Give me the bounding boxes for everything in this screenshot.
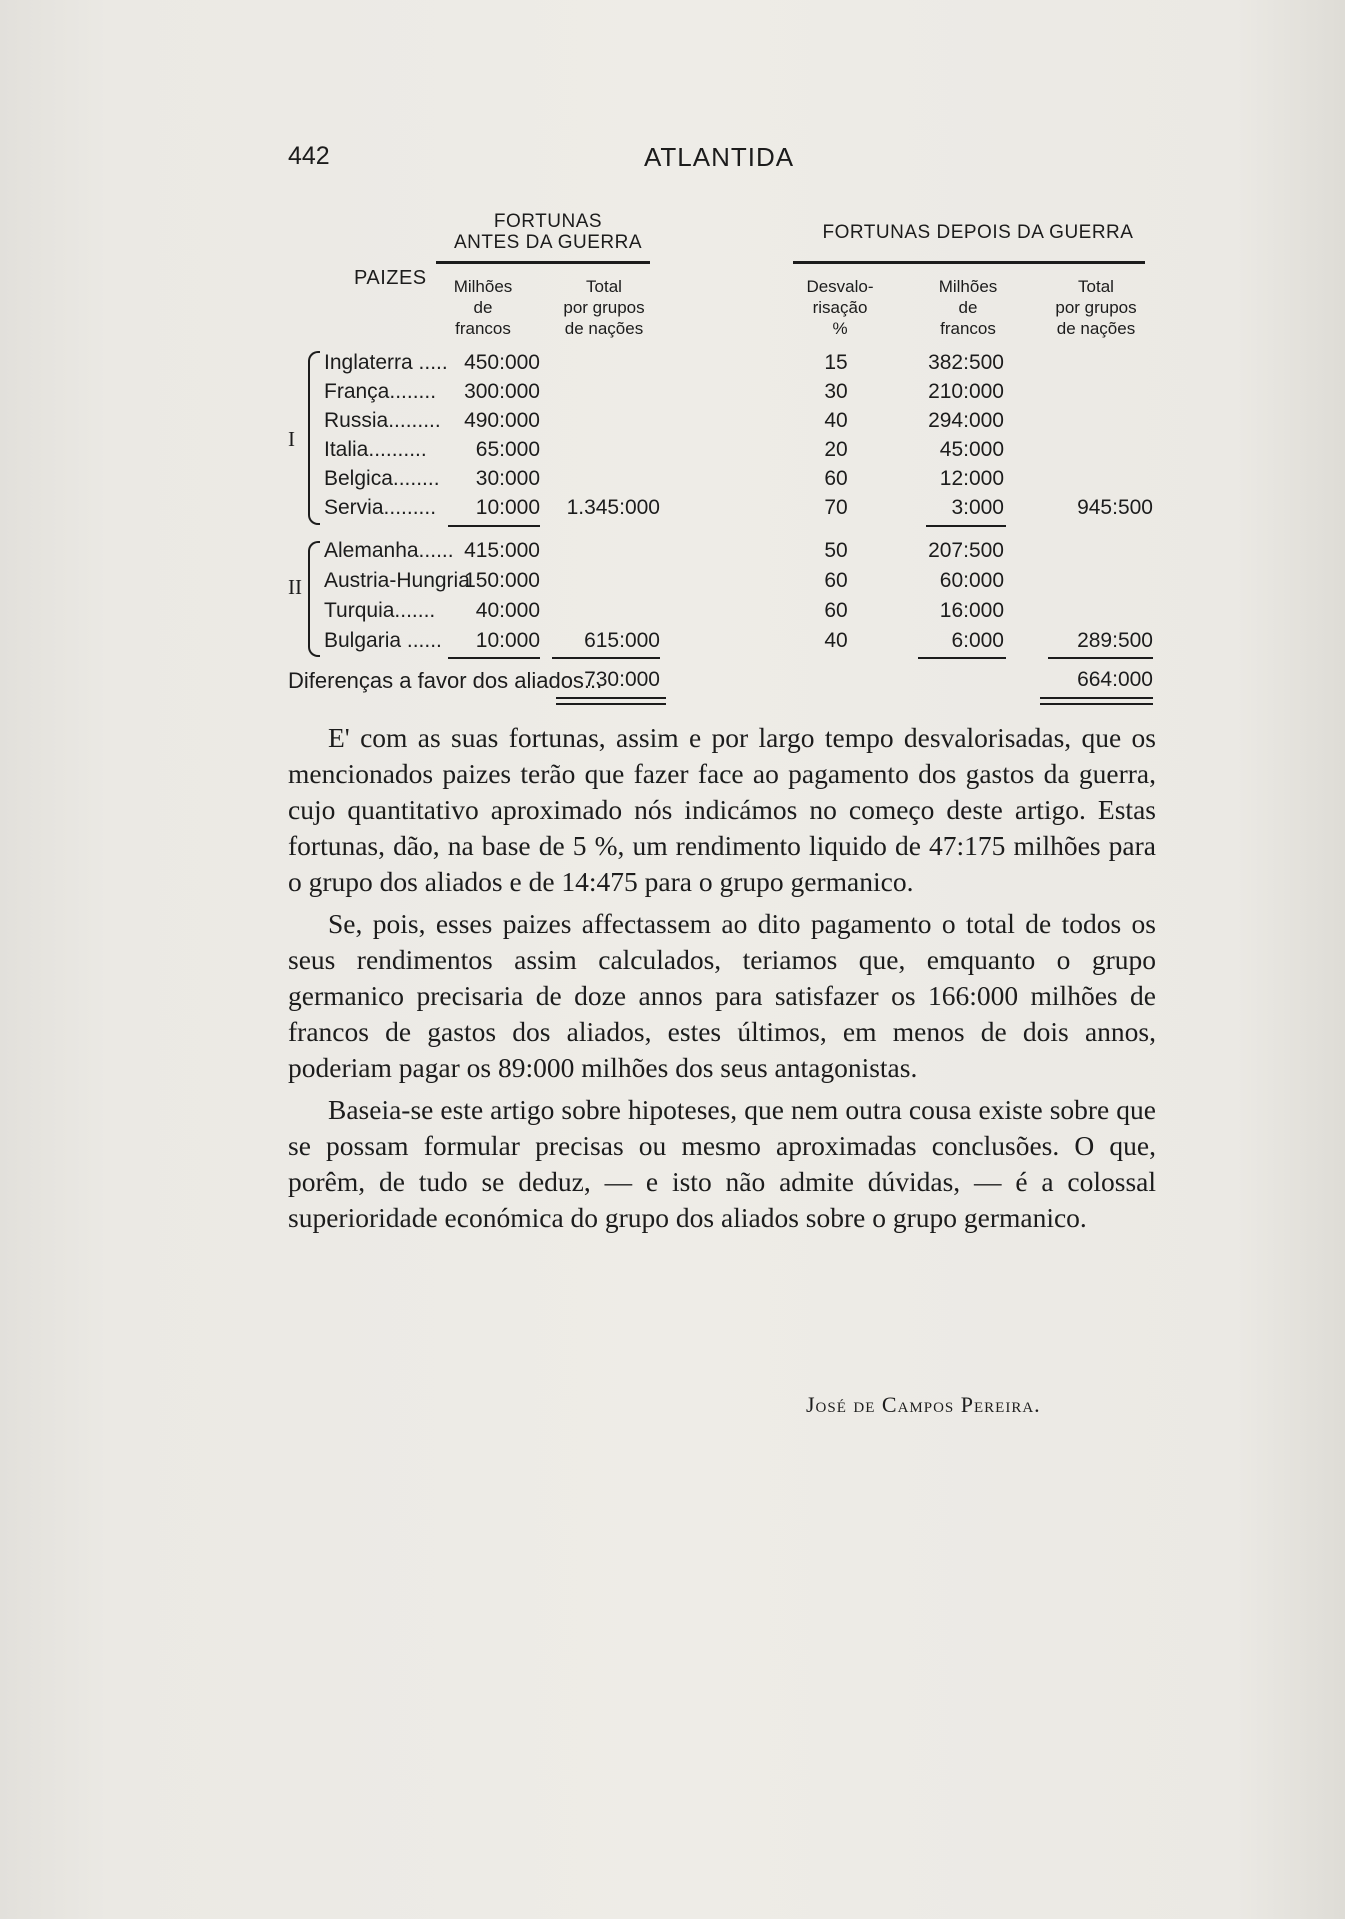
subheader-before-milhoes — [423, 276, 543, 339]
subtotal-rule — [926, 525, 1006, 527]
difference-before: 730:000 — [584, 668, 660, 691]
total-double-rule — [556, 697, 666, 699]
before-war-title-1: FORTUNAS — [493, 211, 603, 232]
subheader-line: risação — [812, 298, 868, 317]
after-value: 16:000 — [939, 599, 1004, 622]
desval-value: 15 — [824, 351, 848, 374]
group-brace — [308, 351, 320, 525]
after-war-heading: FORTUNAS DEPOIS DA GUERRA — [822, 222, 1134, 243]
fortunes-table — [288, 205, 1158, 715]
author-signature: José de Campos Pereira. — [806, 1392, 1041, 1417]
paragraph: E' com as suas fortunas, assim e por largo tempo desvalorisadas, que os mencionados paizes terão que fazer face ao pagamento dos gastos da guerra, cujo quantitativo aproximado nós indicámos no começo deste artigo. Estas fortunas, dão, na base de 5 %, um rendimento liquido de 47:175 milhões para o grupo dos aliados e de 14:475 para o grupo germanico. — [288, 722, 1156, 897]
subheader-line: Milhões — [938, 277, 998, 296]
subheader-line: de — [473, 298, 493, 317]
group-total-before: 615:000 — [584, 629, 660, 652]
after-value: 45:000 — [939, 438, 1004, 461]
page-header — [288, 142, 1158, 178]
desval-value: 30 — [824, 380, 848, 403]
subheader-line: Milhões — [453, 277, 513, 296]
country-name: Alemanha...... — [324, 539, 454, 562]
country-name: Russia......... — [324, 409, 441, 432]
subtotal-rule — [448, 657, 540, 659]
differences-label: Diferenças a favor dos aliados... — [288, 668, 603, 693]
desval-value: 20 — [824, 438, 848, 461]
desval-value: 70 — [824, 496, 848, 519]
country-name: Belgica........ — [324, 467, 440, 490]
after-value: 294:000 — [928, 409, 1004, 432]
subheader-line: % — [832, 319, 848, 338]
subheader-line: Total — [1078, 277, 1114, 296]
country-name: Austria-Hungria — [324, 569, 470, 592]
after-value: 12:000 — [939, 467, 1004, 490]
group-roman-numeral: I — [288, 427, 295, 451]
desval-value: 50 — [824, 539, 848, 562]
total-double-rule — [1040, 697, 1153, 699]
group-total-after: 289:500 — [1077, 629, 1153, 652]
group-total-after: 945:500 — [1077, 496, 1153, 519]
subheader-desvalorisacao — [790, 276, 890, 339]
total-double-rule — [1040, 703, 1153, 705]
subheader-line: Total — [586, 277, 622, 296]
before-value: 65:000 — [475, 438, 540, 461]
country-name: Turquia....... — [324, 599, 436, 622]
group-roman-numeral: II — [288, 575, 302, 599]
desval-value: 60 — [824, 599, 848, 622]
subtotal-rule — [918, 657, 1006, 659]
desval-value: 60 — [824, 569, 848, 592]
subheader-line: de nações — [1056, 319, 1136, 338]
running-title: ATLANTIDA — [644, 142, 795, 172]
subheader-before-total — [544, 276, 664, 339]
desval-value: 40 — [824, 629, 848, 652]
country-name: Servia......... — [324, 496, 437, 519]
after-value: 60:000 — [939, 569, 1004, 592]
before-value: 30:000 — [475, 467, 540, 490]
article-body — [288, 720, 1156, 1236]
subheader-line: francos — [940, 319, 996, 338]
group-total-before: 1.345:000 — [566, 496, 660, 519]
before-value: 40:000 — [475, 599, 540, 622]
before-value: 300:000 — [464, 380, 540, 403]
desval-value: 40 — [824, 409, 848, 432]
subheader-after-total — [1036, 276, 1156, 339]
page-number: 442 — [288, 142, 330, 170]
subheader-line: francos — [455, 319, 511, 338]
after-value: 6:000 — [951, 629, 1004, 652]
before-value: 10:000 — [475, 496, 540, 519]
after-value: 382:500 — [928, 351, 1004, 374]
before-war-heading — [418, 211, 678, 253]
total-double-rule — [556, 703, 666, 705]
before-value: 10:000 — [475, 629, 540, 652]
desval-value: 60 — [824, 467, 848, 490]
country-name: Bulgaria ...... — [324, 629, 442, 652]
after-value: 210:000 — [928, 380, 1004, 403]
subheader-after-milhoes — [908, 276, 1028, 339]
countries-column-header: PAIZES — [354, 267, 427, 289]
subheader-line: de — [958, 298, 978, 317]
country-name: França........ — [324, 380, 437, 403]
subtotal-rule — [552, 657, 660, 659]
paragraph: Baseia-se este artigo sobre hipoteses, que nem outra cousa existe sobre que se possam formular precisas ou mesmo aproximadas conclusões. O que, porêm, de tudo se deduz, — e isto não admite dúvidas, — é a colossal superioridade económica do grupo dos aliados sobre o grupo germanico. — [288, 1094, 1156, 1233]
subheader-line: Desvalo- — [806, 277, 874, 296]
after-value: 3:000 — [951, 496, 1004, 519]
after-heading-rule — [793, 261, 1145, 264]
before-war-title-2: ANTES DA GUERRA — [453, 232, 643, 253]
difference-after: 664:000 — [1077, 668, 1153, 691]
before-value: 150:000 — [464, 569, 540, 592]
subtotal-rule — [448, 525, 540, 527]
subheader-line: por grupos — [1055, 298, 1137, 317]
before-heading-rule — [436, 261, 650, 264]
after-value: 207:500 — [928, 539, 1004, 562]
country-name: Italia.......... — [324, 438, 427, 461]
before-value: 415:000 — [464, 539, 540, 562]
group-brace — [308, 541, 320, 657]
before-value: 490:000 — [464, 409, 540, 432]
subheader-line: de nações — [564, 319, 644, 338]
country-name: Inglaterra ..... — [324, 351, 448, 374]
subheader-line: por grupos — [563, 298, 645, 317]
paragraph: Se, pois, esses paizes affectassem ao dito pagamento o total de todos os seus rendimentos assim calculados, teriamos que, emquanto o grupo germanico precisaria de doze annos para satisfazer os 166:000 milhões de francos de gastos dos aliados, estes últimos, em menos de dois annos, poderiam pagar os 89:000 milhões dos seus antagonistas. — [288, 908, 1156, 1083]
before-value: 450:000 — [464, 351, 540, 374]
subtotal-rule — [1048, 657, 1153, 659]
